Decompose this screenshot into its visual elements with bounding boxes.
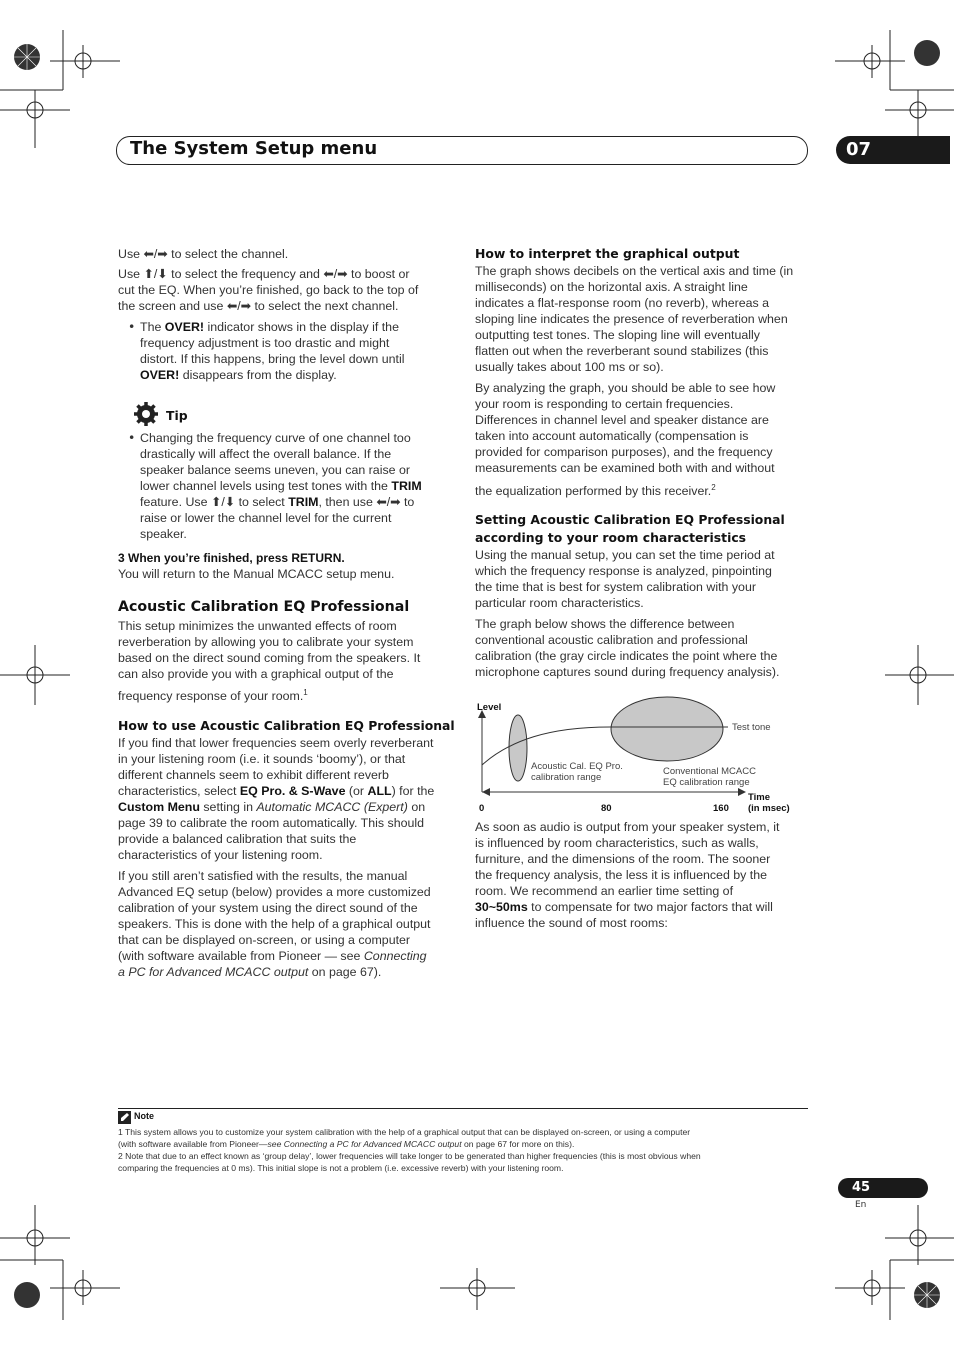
still-line: a PC for Advanced MCACC output on page 67). [118,965,382,979]
page-number: 45 [852,1180,871,1195]
heading-setting-2: according to your room characteristics [475,530,747,545]
howuse-line: in your listening room (i.e. it sounds ‘boomy’), or that [118,752,406,766]
tick-160: 160 [713,803,729,814]
tick-80: 80 [601,803,612,814]
heading-how-to-use: How to use Acoustic Calibration EQ Professional [118,718,455,733]
howuse-line: provide a balanced calibration that suits the [118,832,357,846]
acoustic-range-label-2: calibration range [531,772,602,783]
bullet-dot: • [128,430,136,445]
setting-line: the time that is best for system calibration with your [475,580,756,594]
after-line: furniture, and the dimensions of the room. The sooner [475,852,771,866]
footnote-2-line-2: comparing the frequencies at 0 ms). This initial slope is not a problem (i.e. excessive reverb) with your listening room. [118,1163,564,1173]
interpret-line: sloping line indicates the presence of reverberation when [475,312,788,326]
language-label: En [855,1200,867,1210]
conv-range-label-2: EQ calibration range [663,777,750,788]
heading-acoustic-cal: Acoustic Calibration EQ Professional [118,599,410,615]
analyze-line: provided for comparison purposes), and the frequency [475,445,773,459]
tip-line-6: raise or lower the channel level for the current [140,511,392,525]
graph-intro-line: microphone captures sound during frequency analysis). [475,665,780,679]
analyze-line: the equalization performed by this receiver.$^2$ [475,483,716,499]
tip-line-2: drastically will affect the overall balance. If the [140,447,392,461]
step-3-heading: 3 When you’re finished, press RETURN. [118,551,345,565]
still-line: (with software available from Pioneer — see Connecting [118,949,427,963]
after-line: room. We recommend an earlier time setting of [475,884,734,898]
time-range-arrow-right [738,788,746,796]
heading-interpret: How to interpret the graphical output [475,246,740,261]
after-line: is influenced by room characteristics, such as walls, [475,836,759,850]
interpret-line: outputting test tones. The sloping line will eventually [475,328,760,342]
setting-line: which the frequency response is analyzed, pinpointing [475,564,772,578]
bullet-over-1: The OVER! indicator shows in the display if the [140,320,399,334]
heading-setting-1: Setting Acoustic Calibration EQ Professional [475,512,785,527]
analyze-line: Differences in channel level and speaker distance are [475,413,769,427]
para-select-channel: Use ⬅/➡ to select the channel. [118,247,289,261]
analyze-line: taken into account automatically (compensation is [475,429,749,443]
still-line: speakers. This is done with the help of a graphical output [118,917,431,931]
chapter-number: 07 [846,139,872,160]
setting-line: particular room characteristics. [475,596,644,610]
bullet-over-4: OVER! disappears from the display. [140,368,337,382]
setting-line: Using the manual setup, you can set the time period at [475,548,775,562]
analyze-line: your room is responding to certain frequencies. [475,397,734,411]
footnote-1-line-1: 1 This system allows you to customize your system calibration with the help of a graphical output that can be displayed on-screen, or using a computer [118,1127,691,1137]
page-title: The System Setup menu [130,138,378,159]
still-line: Advanced EQ setup (below) provides a more customized [118,885,431,899]
calibration-diagram [470,695,810,820]
bullet-over-2: frequency adjustment is too drastic and might [140,336,390,350]
test-tone-label: Test tone [732,722,771,733]
after-line: 30~50ms to compensate for two major factors that will [475,900,773,914]
footnote-2-line-1: 2 Note that due to an effect known as ‘group delay’, lower frequencies will take longer to be generated than higher frequencies (this is most obvious when [118,1151,701,1161]
tip-line-1: Changing the frequency curve of one channel too [140,431,411,445]
still-line: calibration of your system using the direct sound of the [118,901,418,915]
interpret-line: indicates a flat-response room (no reverb), whereas a [475,296,770,310]
para-select-freq-1: Use ⬆/⬇ to select the frequency and ⬅/➡ to boost or [118,267,410,281]
howuse-line: different channels seem to exhibit different reverb [118,768,389,782]
para-select-freq-2: cut the EQ. When you’re finished, go back to the top of [118,283,419,297]
acoustic-range-label-1: Acoustic Cal. EQ Pro. [531,761,623,772]
time-label-1: Time [748,792,771,803]
tick-0: 0 [479,803,485,814]
interpret-line: milliseconds) on the horizontal axis. A straight line [475,280,748,294]
graph-intro-line: calibration (the gray circle indicates the point where the [475,649,778,663]
time-label-2: (in msec) [748,803,790,814]
footnote-1-line-2: (with software available from Pioneer—see Connecting a PC for Advanced MCACC output on page 67 for more on this). [118,1139,575,1149]
note-icon [118,1111,131,1124]
tip-line-5: feature. Use ⬆/⬇ to select TRIM, then use ⬅/➡ to [140,495,415,509]
graph-intro-line: conventional acoustic calibration and professional [475,633,748,647]
after-line: the frequency analysis, the less it is influenced by the [475,868,768,882]
level-label: Level [477,702,502,713]
howuse-line: characteristics of your listening room. [118,848,323,862]
tip-label: Tip [166,408,188,423]
graph-intro-line: The graph below shows the difference between [475,617,735,631]
acoustic-line: reverberation by allowing you to calibrate your system [118,635,414,649]
conv-range-label-1: Conventional MCACC [663,766,756,777]
note-label: Note [134,1111,154,1121]
analyze-line: measurements can be examined both with and without [475,461,775,475]
analyze-line: By analyzing the graph, you should be able to see how [475,381,776,395]
howuse-line: Custom Menu setting in Automatic MCACC (Expert) on [118,800,426,814]
acoustic-line: based on the direct sound coming from the speakers. It [118,651,421,665]
after-line: influence the sound of most rooms: [475,916,668,930]
howuse-line: If you find that lower frequencies seem overly reverberant [118,736,434,750]
howuse-line: page 39 to calibrate the room automatically. This should [118,816,425,830]
acoustic-cal-ellipse [509,715,527,781]
acoustic-line: This setup minimizes the unwanted effects of room [118,619,397,633]
interpret-line: flatten out when the reverberant sound stabilizes (this [475,344,769,358]
howuse-line: characteristics, select EQ Pro. & S-Wave (or ALL) for the [118,784,435,798]
tip-gear-icon [133,401,159,427]
para-select-freq-3: the screen and use ⬅/➡ to select the next channel. [118,299,399,313]
conventional-ellipse [611,697,723,761]
bullet-over-3: distort. If this happens, bring the level down until [140,352,405,366]
footnote-rule [118,1108,808,1109]
tip-line-7: speaker. [140,527,187,541]
tip-line-3: speaker balance seems uneven, you can raise or [140,463,410,477]
time-range-arrow-left [482,788,490,796]
acoustic-line: frequency response of your room.$^1$ [118,688,308,704]
still-line: If you still aren’t satisfied with the results, the manual [118,869,408,883]
step-3-body: You will return to the Manual MCACC setup menu. [118,567,395,581]
interpret-line: usually takes about 100 ms or so). [475,360,664,374]
tip-line-4: lower channel levels using test tones with the TRIM [140,479,422,493]
still-line: that can be displayed on-screen, or using a computer [118,933,411,947]
interpret-line: The graph shows decibels on the vertical axis and time (in [475,264,794,278]
acoustic-line: can also provide you with a graphical output of the [118,667,394,681]
bullet-dot: • [128,319,136,334]
after-line: As soon as audio is output from your speaker system, it [475,820,780,834]
